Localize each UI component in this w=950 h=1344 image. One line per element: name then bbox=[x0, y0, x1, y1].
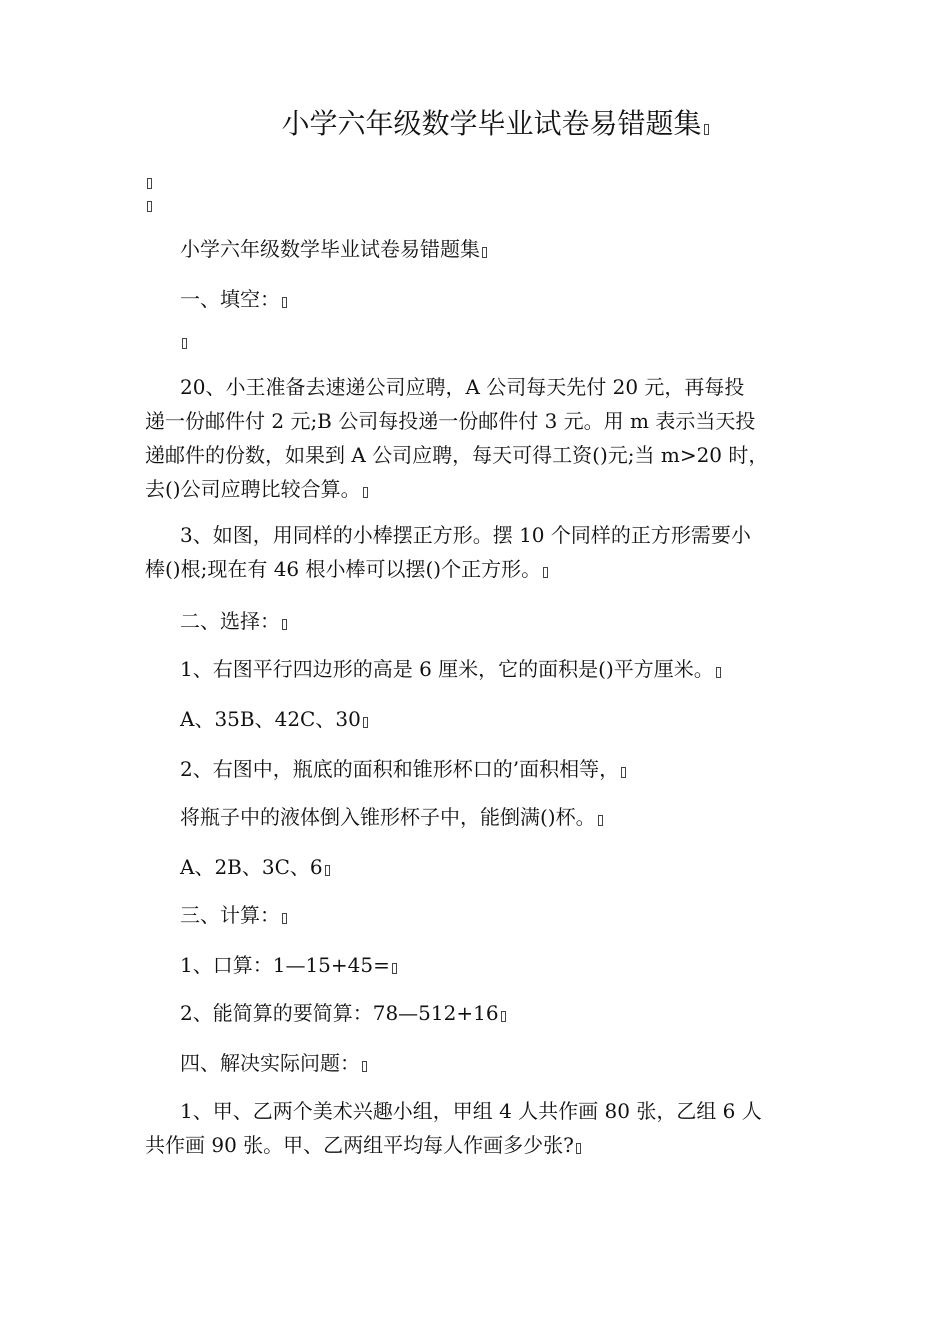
paragraph-mark-icon bbox=[716, 667, 721, 678]
question-line: 2、右图中，瓶底的面积和锥形杯口的’面积相等， bbox=[180, 752, 626, 786]
paragraph-mark-icon bbox=[576, 1143, 581, 1154]
question-line: 递一份邮件付 2 元;B 公司每投递一份邮件付 3 元。用 m 表示当天投 bbox=[145, 409, 756, 433]
paragraph-mark-icon bbox=[363, 487, 368, 498]
document-heading: 小学六年级数学毕业试卷易错题集 bbox=[180, 232, 487, 266]
paragraph-mark-icon bbox=[598, 815, 603, 826]
question-line: 2、能简算的要简算：78—512+16 bbox=[180, 996, 506, 1030]
question-line: 棒()根;现在有 46 根小棒可以摆()个正方形。 bbox=[145, 552, 548, 586]
paragraph-mark-icon bbox=[621, 767, 626, 778]
answer-options: A、2B、3C、6 bbox=[180, 850, 330, 884]
section-heading-choice: 二、选择： bbox=[180, 604, 287, 638]
section-heading-problems: 四、解决实际问题： bbox=[180, 1046, 367, 1080]
paragraph-mark-icon bbox=[543, 567, 548, 578]
question-line: 去()公司应聘比较合算。 bbox=[145, 472, 368, 506]
question-line: 递邮件的份数，如果到 A 公司应聘，每天可得工资()元;当 m>20 时， bbox=[145, 443, 769, 467]
title-text: 小学六年级数学毕业试卷易错题集 bbox=[281, 107, 702, 140]
question-line: 1、甲、乙两个美术兴趣小组，甲组 4 人共作画 80 张，乙组 6 人 bbox=[180, 1099, 762, 1123]
section-heading-calculation: 三、计算： bbox=[180, 898, 287, 932]
paragraph-mark-icon bbox=[282, 619, 287, 630]
paragraph-mark-icon bbox=[482, 247, 487, 258]
question-line: 1、右图平行四边形的高是 6 厘米，它的面积是()平方厘米。 bbox=[180, 652, 721, 686]
paragraph-mark-icon bbox=[282, 297, 287, 308]
paragraph-mark-icon bbox=[362, 1061, 367, 1072]
section-heading-fill-in: 一、填空： bbox=[180, 282, 287, 316]
answer-options: A、35B、42C、30 bbox=[180, 702, 368, 736]
question-line: 将瓶子中的液体倒入锥形杯子中，能倒满()杯。 bbox=[180, 800, 603, 834]
paragraph-mark-icon bbox=[147, 178, 152, 189]
paragraph-mark-icon bbox=[501, 1011, 506, 1022]
question-line: 1、口算：1—15+45= bbox=[180, 948, 397, 982]
paragraph-mark-icon bbox=[325, 865, 330, 876]
question-line: 3、如图，用同样的小棒摆正方形。摆 10 个同样的正方形需要小 bbox=[180, 523, 751, 547]
paragraph-mark-icon bbox=[704, 124, 709, 135]
paragraph-mark-icon bbox=[182, 338, 187, 349]
paragraph-mark-icon bbox=[147, 201, 152, 212]
paragraph-mark-icon bbox=[363, 717, 368, 728]
question-line: 共作画 90 张。甲、乙两组平均每人作画多少张? bbox=[145, 1128, 581, 1162]
paragraph-mark-icon bbox=[282, 913, 287, 924]
question-line: 20、小王准备去速递公司应聘，A 公司每天先付 20 元，再每投 bbox=[180, 375, 745, 399]
document-title bbox=[0, 104, 950, 144]
paragraph-mark-icon bbox=[392, 963, 397, 974]
